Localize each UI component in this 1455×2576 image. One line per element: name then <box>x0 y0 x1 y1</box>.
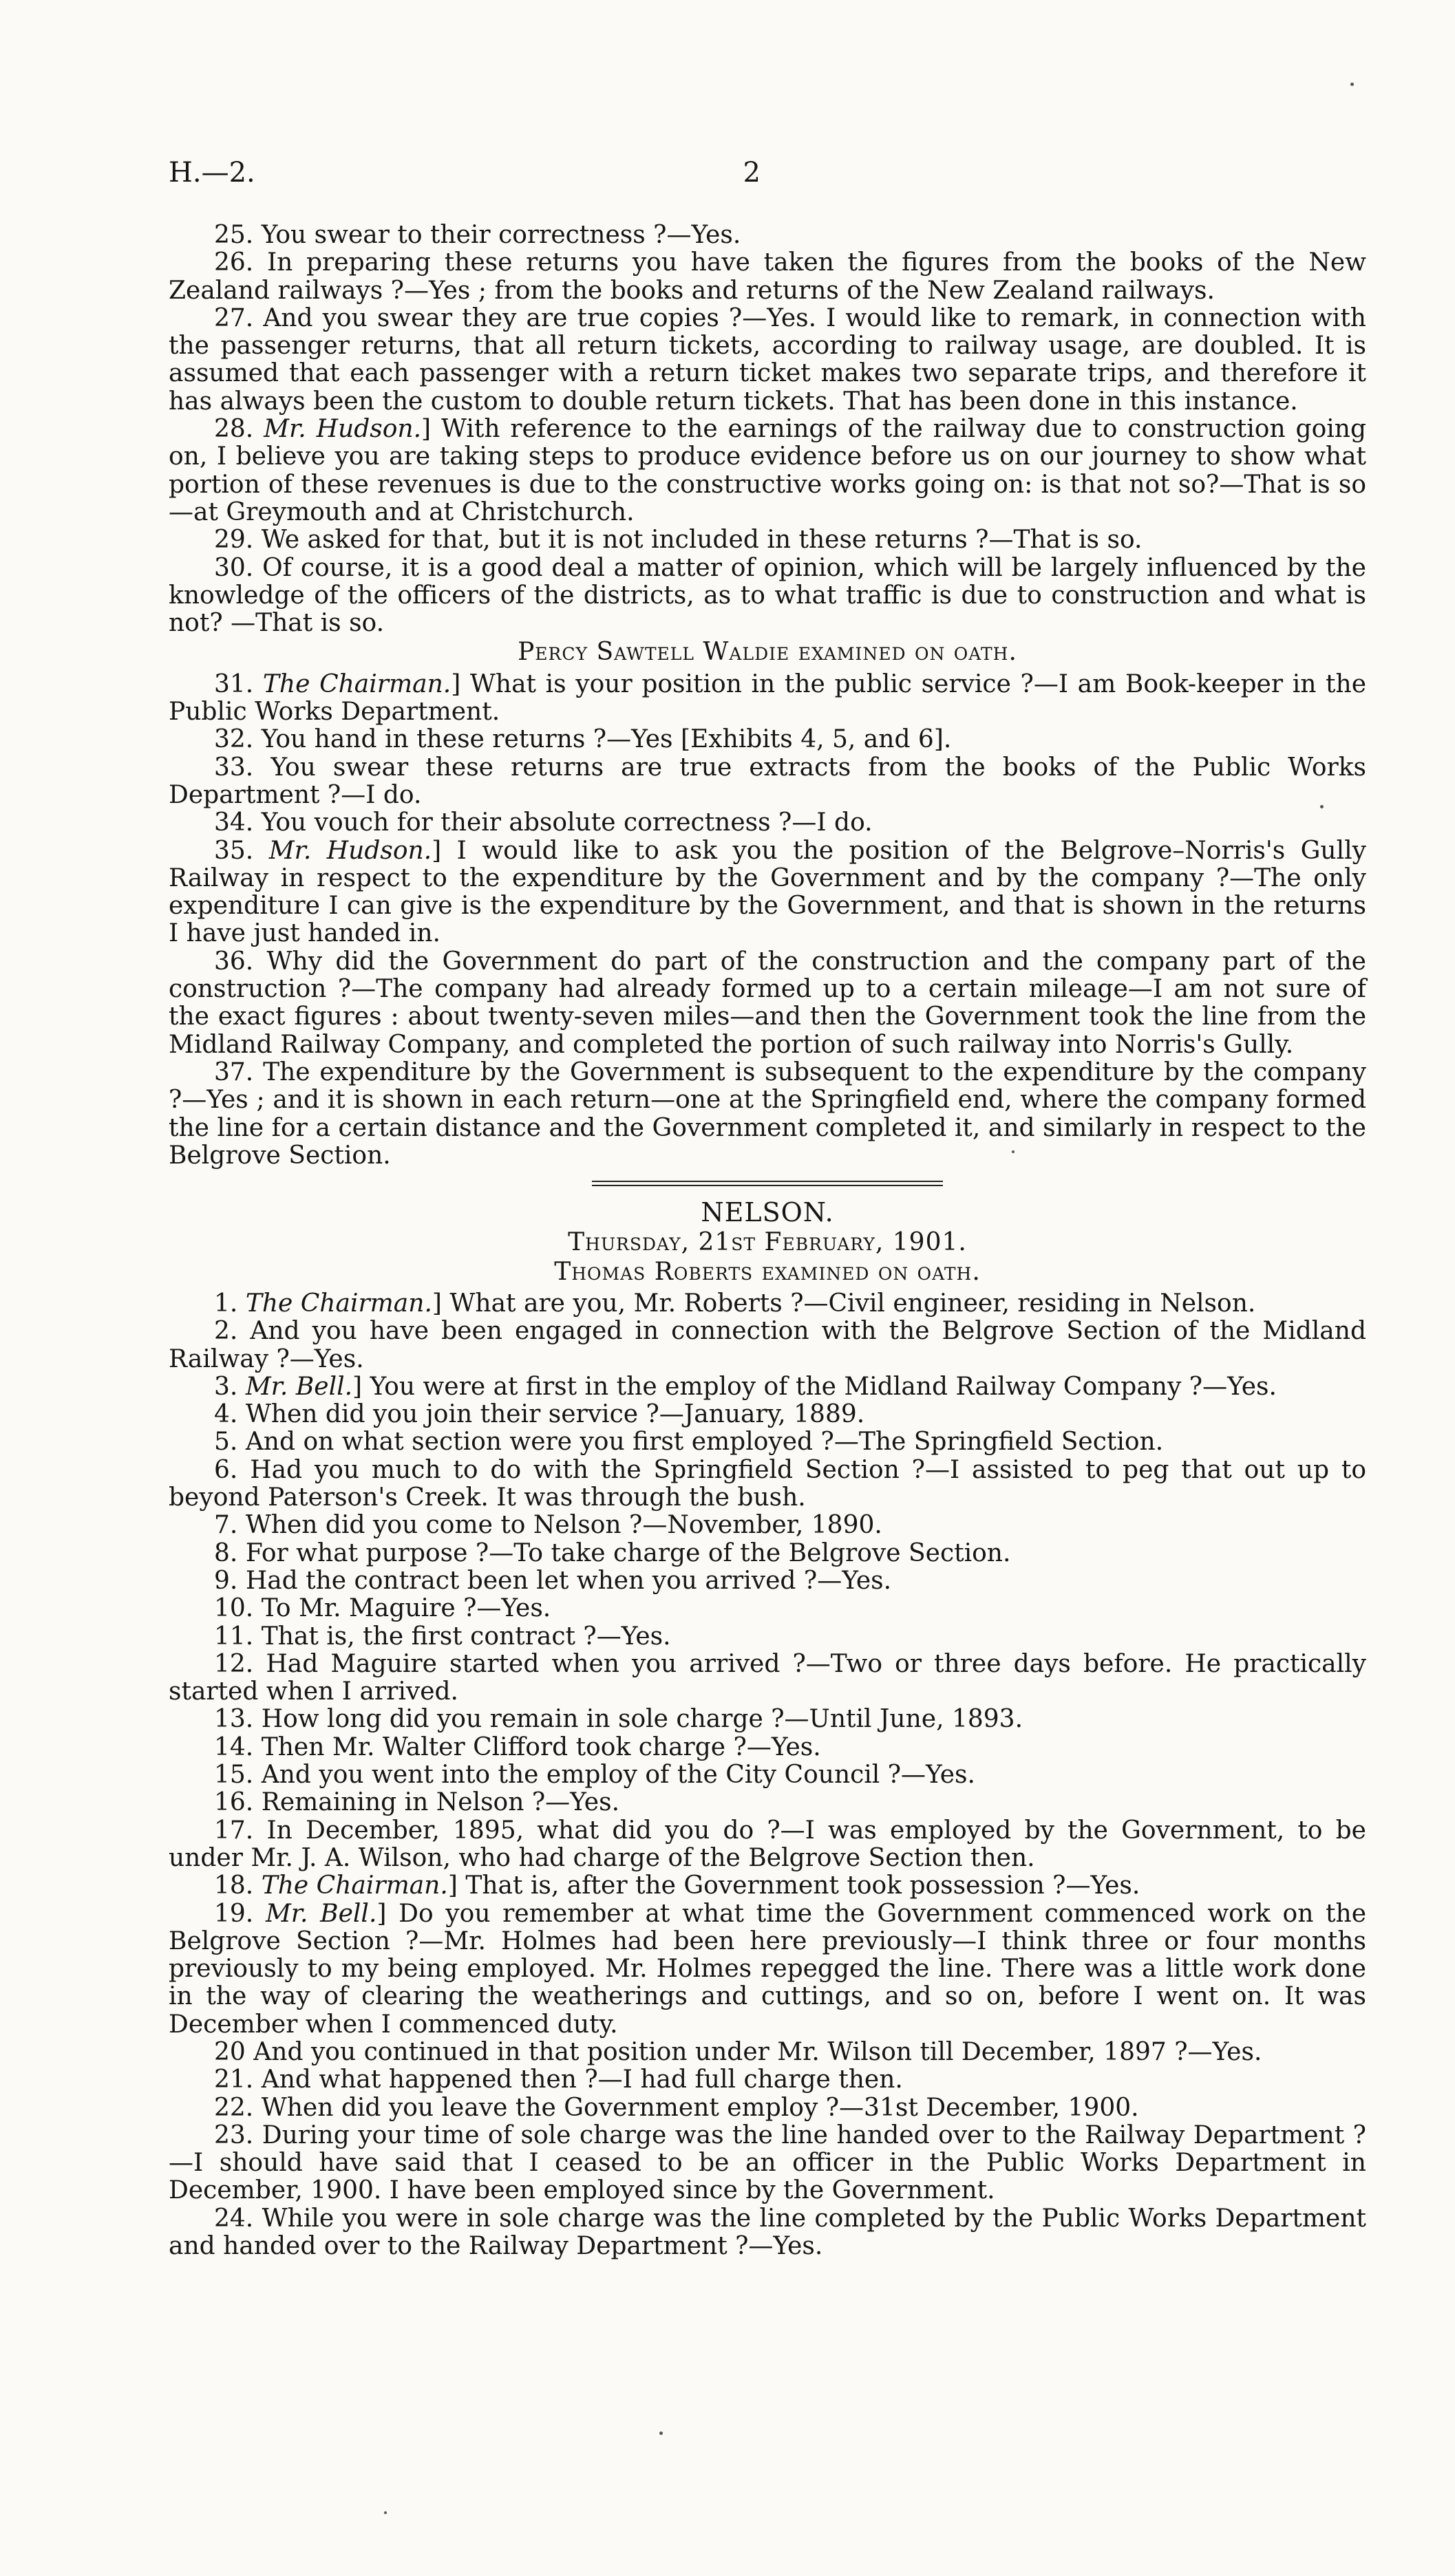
question-number: 17. <box>214 1816 254 1845</box>
evidence-question <box>169 726 1366 753</box>
question-text: In preparing these returns you have taken the figures from the books of the New Zealand railways ?—Yes ; from the books and returns of the New Zealand railways. <box>169 248 1366 305</box>
question-text: Had the contract been let when you arrived ?—Yes. <box>245 1566 892 1595</box>
question-text: Why did the Government do part of the construction and the company part of the construction ?—The company had already formed up to a certain mileage—I am not sure of the exact figures : about twenty-seven miles—and then the Government took the line from the Midland Railway Company, and completed the portion of such railway into Norris's Gully. <box>169 947 1366 1059</box>
question-number: 21. <box>214 2065 254 2094</box>
question-number: 19. <box>214 1899 254 1928</box>
question-number: 20 <box>214 2038 246 2066</box>
question-number: 28. <box>214 415 254 444</box>
evidence-question: 3. Mr. Bell.] You were at first in the employ of the Midland Railway Company ?—Yes. <box>214 1372 1277 1401</box>
section-place-heading: NELSON. <box>701 1197 834 1228</box>
speaker-name: Mr. Hudson. <box>268 836 432 865</box>
question-number: 6. <box>214 1455 238 1484</box>
speaker-name: The Chairman. <box>262 669 452 698</box>
question-number: 1. <box>214 1289 238 1318</box>
evidence-question <box>169 1817 1366 1873</box>
evidence-question <box>169 2094 1366 2122</box>
question-number: 25. <box>214 221 254 249</box>
evidence-question <box>169 2066 1366 2094</box>
question-text: Then Mr. Walter Clifford took charge ?—Yes. <box>261 1732 821 1761</box>
question-text: You swear these returns are true extracts from the books of the Public Works Department ?—I do. <box>169 753 1366 809</box>
scan-speck <box>659 2432 663 2435</box>
question-text: And you have been engaged in connection with the Belgrove Section of the Midland Railway ?—Yes. <box>169 1317 1366 1373</box>
question-text: How long did you remain in sole charge ?—Until June, 1893. <box>261 1705 1023 1734</box>
question-text: To Mr. Maguire ?—Yes. <box>261 1594 551 1623</box>
question-number: 18. <box>214 1871 254 1900</box>
question-text: I would like to ask you the position of the Belgrove–Norris's Gully Railway in respect to the expenditure by the Government and by the company ?—The only expenditure I can give is the expenditure by the Government, and that is shown in the returns I have just handed in. <box>169 836 1366 948</box>
evidence-question <box>169 1512 1366 1539</box>
question-number: 33. <box>214 753 254 782</box>
section-date-heading: Thursday, 21st February, 1901. <box>568 1228 967 1257</box>
question-number: 27. <box>214 303 254 332</box>
question-number: 32. <box>214 725 254 754</box>
evidence-question <box>169 1734 1366 1761</box>
question-text: While you were in sole charge was the line completed by the Public Works Department and handed over to the Railway Department ?—Yes. <box>169 2204 1366 2261</box>
question-text: And what happened then ?—I had full charge then. <box>261 2065 903 2094</box>
speaker-name: Mr. Bell. <box>245 1372 353 1401</box>
question-number: 13. <box>214 1705 254 1734</box>
evidence-question <box>169 1457 1366 1512</box>
question-number: 2. <box>214 1317 238 1346</box>
question-text: You were at first in the employ of the Midland Railway Company ?—Yes. <box>370 1372 1277 1401</box>
evidence-question <box>169 1401 1366 1428</box>
evidence-question <box>169 1318 1366 1373</box>
question-text: With reference to the earnings of the railway due to construction going on, I believe you are taking steps to produce evidence before us on our journey to show what portion of these revenues is due to the constructive works going on: is that not so?—That is so—at Greymouth and at Christchurch. <box>169 415 1367 526</box>
scan-speck <box>384 2511 387 2514</box>
question-text: And you went into the employ of the City Council ?—Yes. <box>261 1761 975 1790</box>
question-number: 5. <box>214 1428 238 1457</box>
evidence-question <box>169 2205 1366 2261</box>
evidence-question <box>169 809 1366 837</box>
speaker-name: The Chairman. <box>245 1289 432 1318</box>
question-text: What is your position in the public service ?—I am Book-keeper in the Public Works Department. <box>169 669 1366 727</box>
evidence-question <box>169 1059 1366 1170</box>
question-number: 22. <box>214 2093 254 2122</box>
evidence-question <box>169 249 1366 305</box>
question-text: You hand in these returns ?—Yes [Exhibits 4, 5, and 6]. <box>261 725 952 754</box>
evidence-question <box>169 1540 1366 1567</box>
question-text: That is, after the Government took possession ?—Yes. <box>465 1871 1140 1900</box>
question-number: 8. <box>214 1538 238 1567</box>
question-text: Of course, it is a good deal a matter of opinion, which will be largely influenced by the knowledge of the officers of the districts, as to what traffic is due to construction and what is not? —That is so. <box>169 553 1366 638</box>
question-text: For what purpose ?—To take charge of the Belgrove Section. <box>245 1538 1011 1567</box>
speaker-name: The Chairman. <box>261 1871 448 1900</box>
scan-speck <box>1350 83 1354 86</box>
question-text: And you continued in that position under Mr. Wilson till December, 1897 ?—Yes. <box>253 2038 1262 2066</box>
question-number: 34. <box>214 808 254 837</box>
speaker-name: Mr. Hudson. <box>264 415 422 444</box>
question-number: 16. <box>214 1788 254 1817</box>
evidence-question <box>169 1789 1366 1816</box>
evidence-question: 18. The Chairman.] That is, after the Government took possession ?—Yes. <box>214 1871 1140 1900</box>
question-text: When did you join their service ?—January, 1889. <box>245 1400 865 1429</box>
evidence-question <box>169 754 1366 810</box>
evidence-question <box>169 2122 1366 2205</box>
question-text: The expenditure by the Government is subsequent to the expenditure by the company ?—Yes ; and it is shown in each return—one at the Springfield end, where the company formed the line for a certain distance and the Government completed it, and similarly in respect to the Belgrove Section. <box>169 1058 1366 1170</box>
evidence-question <box>169 948 1366 1059</box>
scan-speck <box>1012 1150 1015 1153</box>
witness-heading-waldie: Percy Sawtell Waldie examined on oath. <box>518 638 1017 667</box>
evidence-question <box>169 1761 1366 1789</box>
question-text: And on what section were you first employed ?—The Springfield Section. <box>245 1428 1164 1457</box>
question-number: 10. <box>214 1594 254 1623</box>
question-number: 30. <box>214 553 254 582</box>
evidence-block-waldie <box>169 671 1366 1170</box>
question-number: 37. <box>214 1058 254 1086</box>
section-divider <box>169 1181 1366 1186</box>
question-number: 29. <box>214 526 254 555</box>
question-text: When did you leave the Government employ ?—31st December, 1900. <box>261 2093 1139 2122</box>
question-number: 26. <box>214 248 254 277</box>
question-number: 14. <box>214 1732 254 1761</box>
evidence-question <box>169 1623 1366 1651</box>
evidence-question <box>169 222 1366 249</box>
question-number: 31. <box>214 669 254 698</box>
evidence-question <box>169 1428 1366 1456</box>
question-number: 35. <box>214 836 254 865</box>
evidence-question: 19. Mr. Bell.] Do you remember at what time the Government commenced work on the Belgrove Section ?—Mr. Holmes had been here previously—I think three or four months previously to my being employed. Mr. Holmes repegged the line. There was a little work done in the way of clearing the weatherings and cuttings, and so on, before I went on. It was December when I commenced duty. <box>169 1899 1366 2039</box>
question-number: 7. <box>214 1511 238 1540</box>
question-text: During your time of sole charge was the line handed over to the Railway Department ?—I should have said that I ceased to be an officer in the Public Works Department in December, 1900. I have been employed since by the Government. <box>169 2121 1366 2205</box>
question-number: 4. <box>214 1400 238 1429</box>
scan-speck <box>1320 805 1324 808</box>
question-text: And you swear they are true copies ?—Yes. I would like to remark, in connection with the passenger returns, that all return tickets, according to railway usage, are doubled. It is assumed that each passenger with a return ticket makes two separate trips, and therefore it has always been the custom to double return tickets. That has been done in this instance. <box>169 303 1366 416</box>
question-number: 12. <box>214 1649 254 1678</box>
question-text: We asked for that, but it is not included in these returns ?—That is so. <box>261 526 1143 555</box>
evidence-question <box>169 305 1366 416</box>
evidence-question <box>169 2039 1366 2066</box>
evidence-question <box>169 1595 1366 1622</box>
evidence-question <box>169 1706 1366 1733</box>
question-number: 3. <box>214 1372 238 1401</box>
document-code: H.—2. <box>169 157 255 189</box>
speaker-name: Mr. Bell. <box>265 1899 377 1928</box>
evidence-block-continued <box>169 222 1366 637</box>
question-text: You swear to their correctness ?—Yes. <box>261 221 741 249</box>
question-text: That is, the first contract ?—Yes. <box>261 1622 671 1651</box>
witness-heading-roberts: Thomas Roberts examined on oath. <box>554 1257 981 1286</box>
question-text: Had you much to do with the Springfield Section ?—I assisted to peg that out up to beyond Paterson's Creek. It was through the bush. <box>169 1455 1366 1512</box>
document-body <box>169 222 1366 2260</box>
page-number: 2 <box>743 157 761 189</box>
question-number: 9. <box>214 1566 238 1595</box>
evidence-block-roberts <box>169 1290 1366 2260</box>
question-text: Had Maguire started when you arrived ?—Two or three days before. He practically started when I arrived. <box>169 1649 1366 1706</box>
evidence-question: 1. The Chairman.] What are you, Mr. Roberts ?—Civil engineer, residing in Nelson. <box>214 1289 1256 1318</box>
evidence-question <box>169 555 1366 638</box>
question-number: 11. <box>214 1622 254 1651</box>
question-text: When did you come to Nelson ?—November, 1890. <box>245 1511 882 1540</box>
evidence-question <box>169 1651 1366 1706</box>
question-number: 24. <box>214 2204 254 2233</box>
question-text: In December, 1895, what did you do ?—I was employed by the Government, to be under Mr. J. A. Wilson, who had charge of the Belgrove Section then. <box>169 1816 1366 1872</box>
question-number: 36. <box>214 947 254 976</box>
evidence-question <box>169 1567 1366 1595</box>
evidence-question: 31. The Chairman.] What is your position in the public service ?—I am Book-keeper in the Public Works Department. <box>169 669 1366 727</box>
question-text: Remaining in Nelson ?—Yes. <box>261 1788 620 1817</box>
running-header <box>169 157 1366 205</box>
evidence-question <box>169 526 1366 554</box>
question-text: You vouch for their absolute correctness ?—I do. <box>261 808 873 837</box>
question-text: What are you, Mr. Roberts ?—Civil engineer, residing in Nelson. <box>449 1289 1256 1318</box>
question-number: 15. <box>214 1761 254 1790</box>
evidence-question: 28. Mr. Hudson.] With reference to the earnings of the railway due to construction going on, I believe you are taking steps to produce evidence before us on our journey to show what portion of these revenues is due to the constructive works going on: is that not so?—That is so—at Greymouth and at Christchurch. <box>169 415 1367 526</box>
question-number: 23. <box>214 2121 254 2149</box>
question-text: Do you remember at what time the Government commenced work on the Belgrove Section ?—Mr. Holmes had been here previously—I think three or four months previously to my being employed. Mr. Holmes repegged the line. There was a little work done in the way of clearing the weatherings and cuttings, and so on, before I went on. It was December when I commenced duty. <box>169 1899 1366 2039</box>
evidence-question: 35. Mr. Hudson.] I would like to ask you the position of the Belgrove–Norris's Gully Railway in respect to the expenditure by the Government and by the company ?—The only expenditure I can give is the expenditure by the Government, and that is shown in the returns I have just handed in. <box>169 836 1366 948</box>
